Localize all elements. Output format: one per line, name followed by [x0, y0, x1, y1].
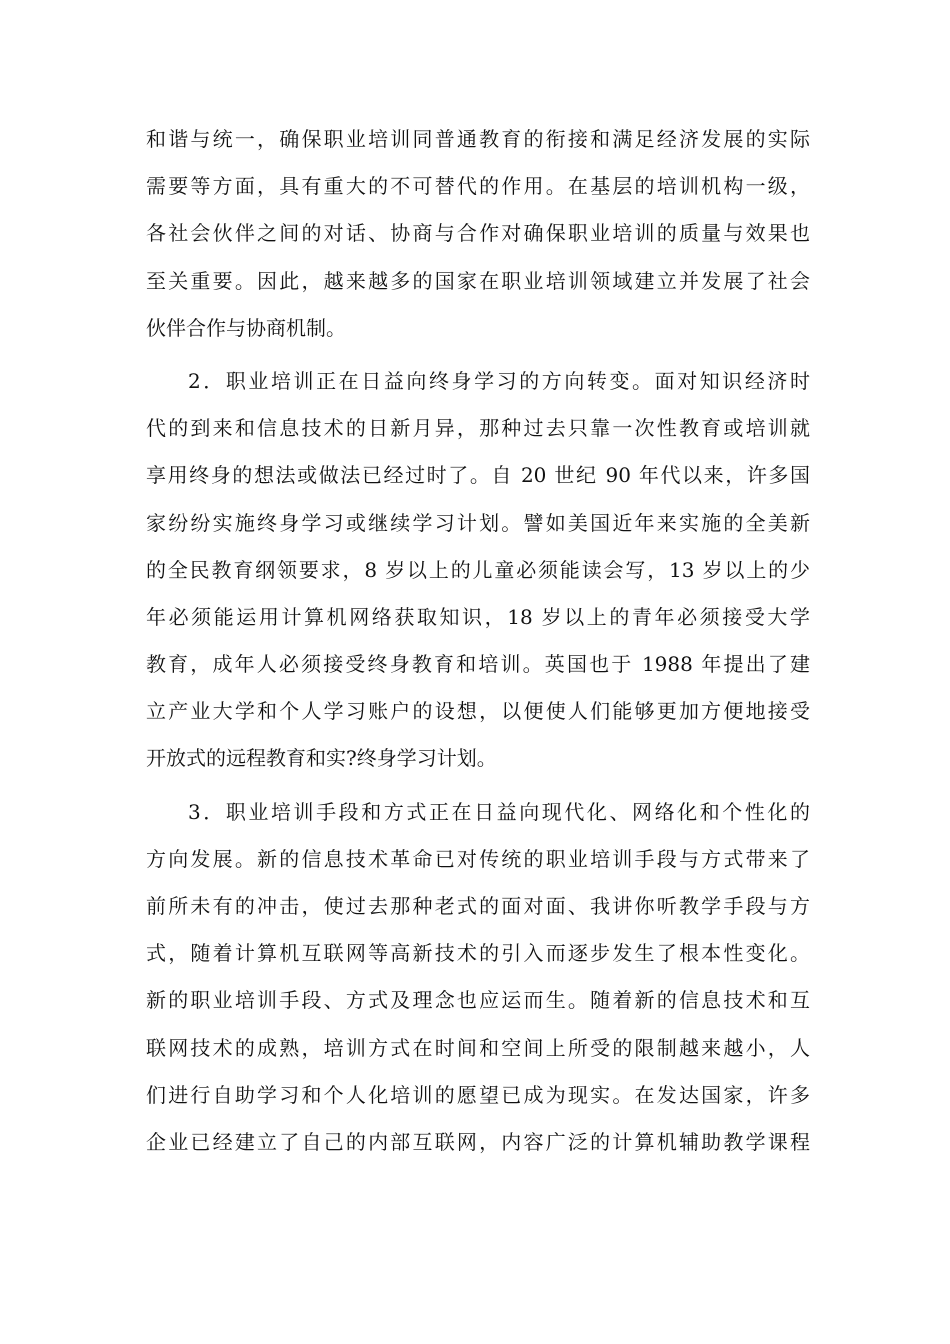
text-line: 享用终身的想法或做法已经过时了。自 20 世纪 90 年代以来，许多国	[146, 463, 810, 488]
text-line: 新的职业培训手段、方式及理念也应运而生。随着新的信息技术和互	[146, 988, 810, 1013]
paragraph-1	[146, 116, 810, 352]
paragraph-3	[146, 789, 810, 1167]
document-body	[146, 116, 810, 1166]
paragraph-2	[146, 358, 810, 783]
text-line: 们进行自助学习和个人化培训的愿望已成为现实。在发达国家，许多	[146, 1082, 810, 1107]
text-line: 代的到来和信息技术的日新月异，那种过去只靠一次性教育或培训就	[146, 416, 810, 441]
text-line: 需要等方面，具有重大的不可替代的作用。在基层的培训机构一级，	[146, 174, 810, 199]
text-line: 开放式的远程教育和实?终身学习计划。	[146, 746, 497, 771]
text-line: 2．职业培训正在日益向终身学习的方向转变。面对知识经济时	[188, 368, 810, 393]
text-line: 式，随着计算机互联网等高新技术的引入而逐步发生了根本性变化。	[146, 941, 810, 966]
text-line: 的全民教育纲领要求，8 岁以上的儿童必须能读会写，13 岁以上的少	[146, 557, 810, 582]
text-line: 和谐与统一，确保职业培训同普通教育的衔接和满足经济发展的实际	[146, 127, 810, 151]
text-line: 联网技术的成熟，培训方式在时间和空间上所受的限制越来越小，人	[146, 1035, 810, 1060]
text-line: 伙伴合作与协商机制。	[146, 315, 346, 340]
text-line: 家纷纷实施终身学习或继续学习计划。譬如美国近年来实施的全美新	[146, 510, 810, 535]
text-line: 方向发展。新的信息技术革命已对传统的职业培训手段与方式带来了	[146, 846, 810, 871]
text-line: 立产业大学和个人学习账户的设想，以便使人们能够更加方便地接受	[146, 699, 810, 724]
text-line: 年必须能运用计算机网络获取知识，18 岁以上的青年必须接受大学	[146, 604, 810, 629]
text-line: 3．职业培训手段和方式正在日益向现代化、网络化和个性化的	[188, 799, 810, 824]
text-line: 各社会伙伴之间的对话、协商与合作对确保职业培训的质量与效果也	[146, 221, 810, 246]
text-line: 企业已经建立了自己的内部互联网，内容广泛的计算机辅助教学课程	[146, 1129, 810, 1154]
text-line: 前所未有的冲击，使过去那种老式的面对面、我讲你听教学手段与方	[146, 894, 810, 918]
text-line: 至关重要。因此，越来越多的国家在职业培训领域建立并发展了社会	[146, 268, 810, 293]
text-line: 教育，成年人必须接受终身教育和培训。英国也于 1988 年提出了建	[146, 652, 810, 677]
